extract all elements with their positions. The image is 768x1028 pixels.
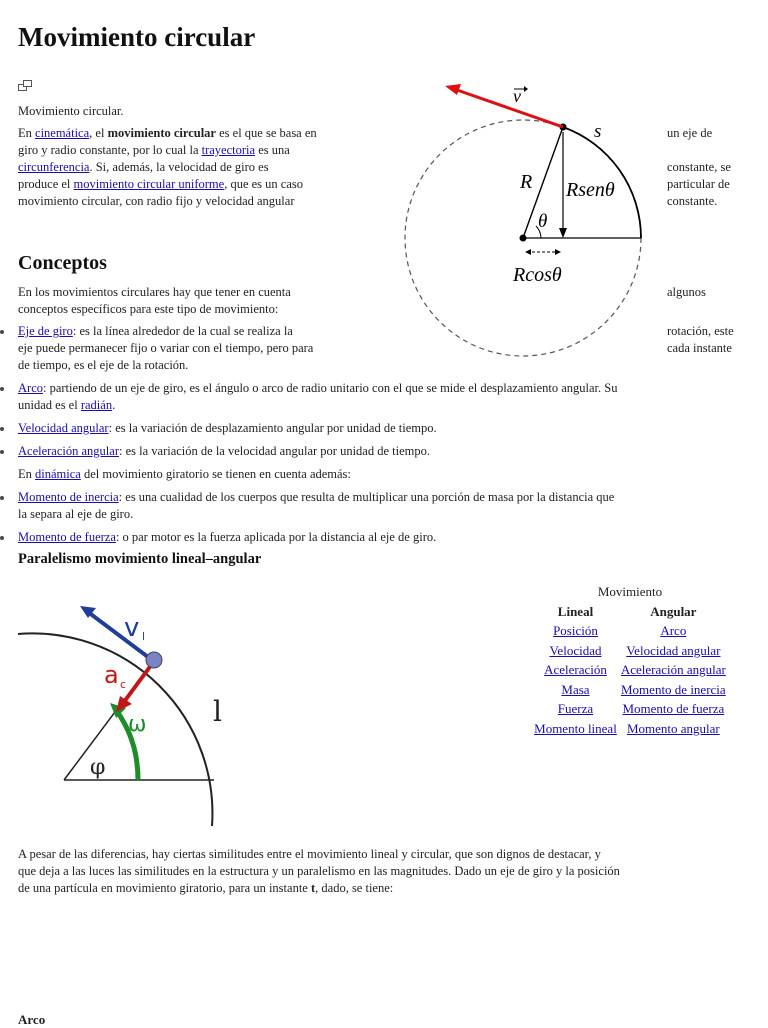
table-caption: Movimiento: [597, 584, 663, 599]
list-item-arco: Arco: partiendo de un eje de giro, es el ángulo o arco de radio unitario con el que se mide el desplazamiento angular. Su: [18, 381, 618, 395]
link-trayectoria[interactable]: trayectoria: [201, 143, 256, 157]
table-link[interactable]: Momento angular: [626, 720, 720, 736]
table-row: [532, 700, 728, 720]
label-l: l: [213, 695, 222, 728]
link-circunferencia[interactable]: circunferencia: [18, 160, 90, 174]
table-link[interactable]: Posición: [553, 623, 598, 639]
label-Rcos: Rcosθ: [513, 264, 562, 286]
conceptos-line-1: En los movimientos circulares hay que tener en cuenta: [18, 285, 291, 299]
intro-right-5: constante.: [667, 194, 718, 208]
intro-right-3: constante, se: [667, 160, 731, 174]
vertical-arrowhead: [559, 228, 567, 238]
momento-inercia-line-2: la separa al eje de giro.: [18, 507, 134, 521]
table-link[interactable]: Momento de fuerza: [622, 701, 725, 717]
label-omega: ω: [128, 712, 147, 737]
list-item-velocidad: Velocidad angular: es la variación de desplazamiento angular por unidad de tiempo.: [18, 421, 437, 435]
table-link[interactable]: Aceleración: [544, 662, 607, 678]
table-row: [532, 622, 728, 642]
table-header-row: [532, 602, 728, 622]
bullet: [0, 536, 4, 540]
table-link[interactable]: Momento de inercia: [621, 681, 726, 697]
intro-line-1: En cinemática, el movimiento circular es el que se basa en: [18, 126, 317, 140]
link-momento-de-fuerza[interactable]: Momento de fuerza: [18, 530, 116, 544]
table-row: [532, 661, 728, 681]
enlarge-icon[interactable]: [18, 80, 33, 91]
table-row: [532, 641, 728, 661]
bullet: [0, 387, 4, 391]
link-movimiento-circular-uniforme[interactable]: movimiento circular uniforme: [73, 177, 225, 191]
intro-right-1: un eje de: [667, 126, 713, 140]
bullet: [0, 427, 4, 431]
link-arco[interactable]: Arco: [18, 381, 43, 395]
particle: [146, 652, 162, 668]
arco-heading: Arco: [18, 1012, 46, 1027]
intro-line-3: circunferencia. Si, además, la velocidad de giro es: [18, 160, 269, 174]
intro-right-4: particular de: [667, 177, 730, 191]
link-dinamica[interactable]: dinámica: [35, 467, 81, 481]
table-link[interactable]: Aceleración angular: [620, 662, 726, 678]
column-header: Angular: [650, 603, 697, 619]
comparison-table-wrap: [520, 584, 740, 739]
arco-line-2: unidad es el radián.: [18, 398, 116, 412]
link-momento-de-inercia[interactable]: Momento de inercia: [18, 490, 119, 504]
conceptos-right-1: algunos: [667, 285, 706, 299]
label-v: v: [124, 613, 140, 643]
table-row: [532, 680, 728, 700]
table-link[interactable]: Fuerza: [557, 701, 594, 717]
table-link[interactable]: Arco: [660, 623, 687, 639]
accel-arrow: [124, 664, 152, 702]
comparison-table: [532, 584, 728, 739]
table-link[interactable]: Momento lineal: [534, 720, 617, 736]
table-link[interactable]: Velocidad angular: [626, 642, 721, 658]
label-theta: θ: [538, 211, 548, 232]
velocity-arrow: [457, 90, 563, 127]
image-caption: Movimiento circular.: [18, 104, 124, 118]
section-heading-conceptos: Conceptos: [18, 252, 107, 274]
link-radian[interactable]: radián: [80, 398, 113, 412]
link-cinematica[interactable]: cinemática: [35, 126, 90, 140]
conceptos-line-2: conceptos específicos para este tipo de movimiento:: [18, 302, 279, 316]
paralelismo-line-2: que deja a las luces las similitudes en la estructura y un paralelismo en las magnitudes. Dado un eje de giro y la posición: [18, 864, 620, 878]
list-item-aceleracion: Aceleración angular: es la variación de la velocidad angular por unidad de tiempo.: [18, 444, 430, 458]
column-header: Lineal: [557, 603, 594, 619]
intro-line-5: movimiento circular, con radio fijo y velocidad angular: [18, 194, 295, 208]
eje-right-2: cada instante: [667, 341, 732, 355]
linear-angular-diagram: [18, 600, 248, 835]
label-v-sub: l: [142, 630, 146, 643]
bullet: [0, 330, 4, 334]
table-link[interactable]: Velocidad: [549, 642, 602, 658]
label-Rsen: Rsenθ: [566, 179, 615, 201]
label-R: R: [520, 171, 533, 193]
intro-line-2: giro y radio constante, por lo cual la trayectoria es una: [18, 143, 290, 157]
table-row: [532, 719, 728, 739]
page-title: Movimiento circular: [18, 22, 256, 52]
center-dot: [520, 235, 527, 242]
paralelismo-line-1: A pesar de las diferencias, hay ciertas similitudes entre el movimiento lineal y circular, que son dignos de destacar, y: [18, 847, 601, 861]
intro-line-4: produce el movimiento circular uniforme, que es un caso: [18, 177, 303, 191]
label-v: v: [513, 86, 521, 106]
eje-right-1: rotación, este: [667, 324, 734, 338]
link-velocidad-angular[interactable]: Velocidad angular: [18, 421, 109, 435]
circular-motion-diagram: [395, 80, 665, 360]
list-item-momento-inercia: Momento de inercia: es una cualidad de los cuerpos que resulta de multiplicar una porción de masa por la distancia que: [18, 490, 615, 504]
eje-line-3: de tiempo, es el eje de la rotación.: [18, 358, 189, 372]
label-a-sub: c: [120, 678, 127, 691]
section-heading-paralelismo: Paralelismo movimiento lineal–angular: [18, 551, 262, 567]
link-eje-de-giro[interactable]: Eje de giro: [18, 324, 73, 338]
table-link[interactable]: Masa: [561, 681, 590, 697]
label-phi: φ: [90, 755, 106, 780]
dinamica-line: En dinámica del movimiento giratorio se tienen en cuenta además:: [18, 467, 351, 481]
link-aceleracion-angular[interactable]: Aceleración angular: [18, 444, 119, 458]
label-a: a: [104, 661, 119, 689]
paralelismo-line-3: de una partícula en movimiento giratorio, para un instante t, dado, se tiene:: [18, 881, 394, 895]
list-item-momento-fuerza: Momento de fuerza: o par motor es la fuerza aplicada por la distancia al eje de giro.: [18, 530, 437, 544]
bullet: [0, 496, 4, 500]
list-item-eje: Eje de giro: es la línea alrededor de la cual se realiza la: [18, 324, 293, 338]
label-s: s: [594, 121, 602, 142]
bullet: [0, 450, 4, 454]
eje-line-2: eje puede permanecer fijo o variar con el tiempo, pero para: [18, 341, 314, 355]
